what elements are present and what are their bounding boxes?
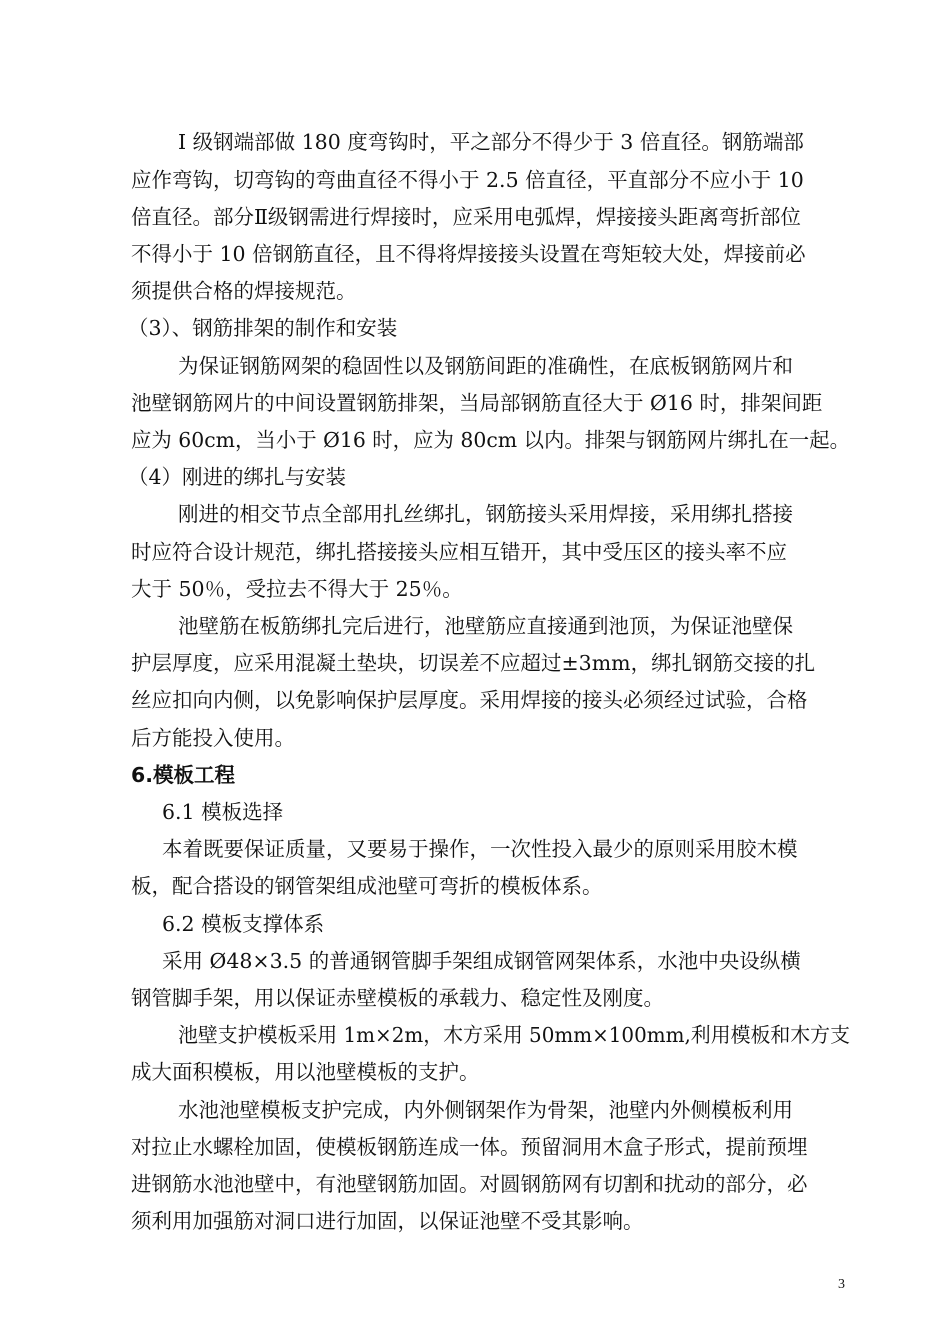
- paragraph-line: [0, 348, 950, 384]
- section-heading-text: 6.模板工程: [131, 763, 236, 787]
- paragraph-line: [0, 571, 950, 607]
- paragraph-line: [0, 273, 950, 309]
- line-text: 对拉止水螺栓加固，使模板钢筋连成一体。预留洞用木盒子形式，提前预埋: [131, 1135, 808, 1159]
- line-text: 池壁筋在板筋绑扎完后进行，池壁筋应直接通到池顶，为保证池壁保: [178, 614, 793, 638]
- paragraph-line: [0, 496, 950, 532]
- paragraph-line: [0, 534, 950, 570]
- line-text: 后方能投入使用。: [131, 726, 295, 750]
- line-text: 池壁支护模板采用 1m×2m，木方采用 50mm×100mm,利用模板和木方支: [178, 1023, 850, 1047]
- section-heading: [0, 757, 950, 793]
- subheading-line: [0, 459, 950, 495]
- line-text: 池壁钢筋网片的中间设置钢筋排架，当局部钢筋直径大于 Ø16 时，排架间距: [131, 391, 823, 415]
- line-text: 倍直径。部分Ⅱ级钢需进行焊接时，应采用电弧焊，焊接接头距离弯折部位: [131, 205, 801, 229]
- paragraph-line: [0, 868, 950, 904]
- page-number: 3: [838, 1277, 845, 1292]
- line-text: 为保证钢筋网架的稳固性以及钢筋间距的准确性，在底板钢筋网片和: [178, 354, 793, 378]
- paragraph-line: [0, 720, 950, 756]
- paragraph-line: [0, 831, 950, 867]
- line-text: 本着既要保证质量，又要易于操作，一次性投入最少的原则采用胶木模: [162, 837, 798, 861]
- subheading-text: （3）、钢筋排架的制作和安装: [128, 316, 398, 340]
- paragraph-line: [0, 943, 950, 979]
- paragraph-line: [0, 1054, 950, 1090]
- line-text: 护层厚度，应采用混凝土垫块，切误差不应超过±3mm，绑扎钢筋交接的扎: [131, 651, 816, 675]
- line-text: 刚进的相交节点全部用扎丝绑扎，钢筋接头采用焊接，采用绑扎搭接: [178, 502, 793, 526]
- subsection-heading: [0, 794, 950, 830]
- line-text: 应为 60cm，当小于 Ø16 时，应为 80cm 以内。排架与钢筋网片绑扎在一起。: [131, 428, 851, 452]
- paragraph-line: [0, 1203, 950, 1239]
- line-text: 进钢筋水池池壁中，有池壁钢筋加固。对圆钢筋网有切割和扰动的部分，必: [131, 1172, 808, 1196]
- paragraph-line: [0, 422, 950, 458]
- paragraph-line: [0, 645, 950, 681]
- line-text: 不得小于 10 倍钢筋直径，且不得将焊接接头设置在弯矩较大处，焊接前必: [131, 242, 806, 266]
- paragraph-line: [0, 980, 950, 1016]
- line-text: 成大面积模板，用以池壁模板的支护。: [131, 1060, 480, 1084]
- line-text: 须利用加强筋对洞口进行加固，以保证池壁不受其影响。: [131, 1209, 644, 1233]
- line-text: 时应符合设计规范，绑扎搭接接头应相互错开，其中受压区的接头率不应: [131, 540, 787, 564]
- subheading-text: （4）刚进的绑扎与安装: [128, 465, 347, 489]
- line-text: 须提供合格的焊接规范。: [131, 279, 357, 303]
- paragraph-line: [0, 199, 950, 235]
- line-text: 钢管脚手架，用以保证赤壁模板的承载力、稳定性及刚度。: [131, 986, 664, 1010]
- subheading-line: [0, 310, 950, 346]
- subsection-heading-text: 6.1 模板选择: [162, 800, 284, 824]
- line-text: 水池池壁模板支护完成，内外侧钢架作为骨架，池壁内外侧模板利用: [178, 1098, 793, 1122]
- paragraph-line: [0, 236, 950, 272]
- subsection-heading-text: 6.2 模板支撑体系: [162, 912, 325, 936]
- paragraph-line: [0, 1129, 950, 1165]
- line-text: 板，配合搭设的钢管架组成池壁可弯折的模板体系。: [131, 874, 603, 898]
- paragraph-line: [0, 1017, 950, 1053]
- paragraph-line: [0, 682, 950, 718]
- paragraph-line: [0, 385, 950, 421]
- subsection-heading: [0, 906, 950, 942]
- line-text: 采用 Ø48×3.5 的普通钢管脚手架组成钢管网架体系，水池中央设纵横: [162, 949, 801, 973]
- paragraph-line: [0, 1166, 950, 1202]
- line-text: 大于 50％，受拉去不得大于 25％。: [131, 577, 463, 601]
- paragraph-line: [0, 1092, 950, 1128]
- line-text: 应作弯钩，切弯钩的弯曲直径不得小于 2.5 倍直径，平直部分不应小于 10: [131, 168, 804, 192]
- paragraph-line: [0, 162, 950, 198]
- line-text: Ⅰ 级钢端部做 180 度弯钩时，平之部分不得少于 3 倍直径。钢筋端部: [178, 130, 804, 154]
- paragraph-line: [0, 124, 950, 160]
- line-text: 丝应扣向内侧，以免影响保护层厚度。采用焊接的接头必须经过试验，合格: [131, 688, 808, 712]
- paragraph-line: [0, 608, 950, 644]
